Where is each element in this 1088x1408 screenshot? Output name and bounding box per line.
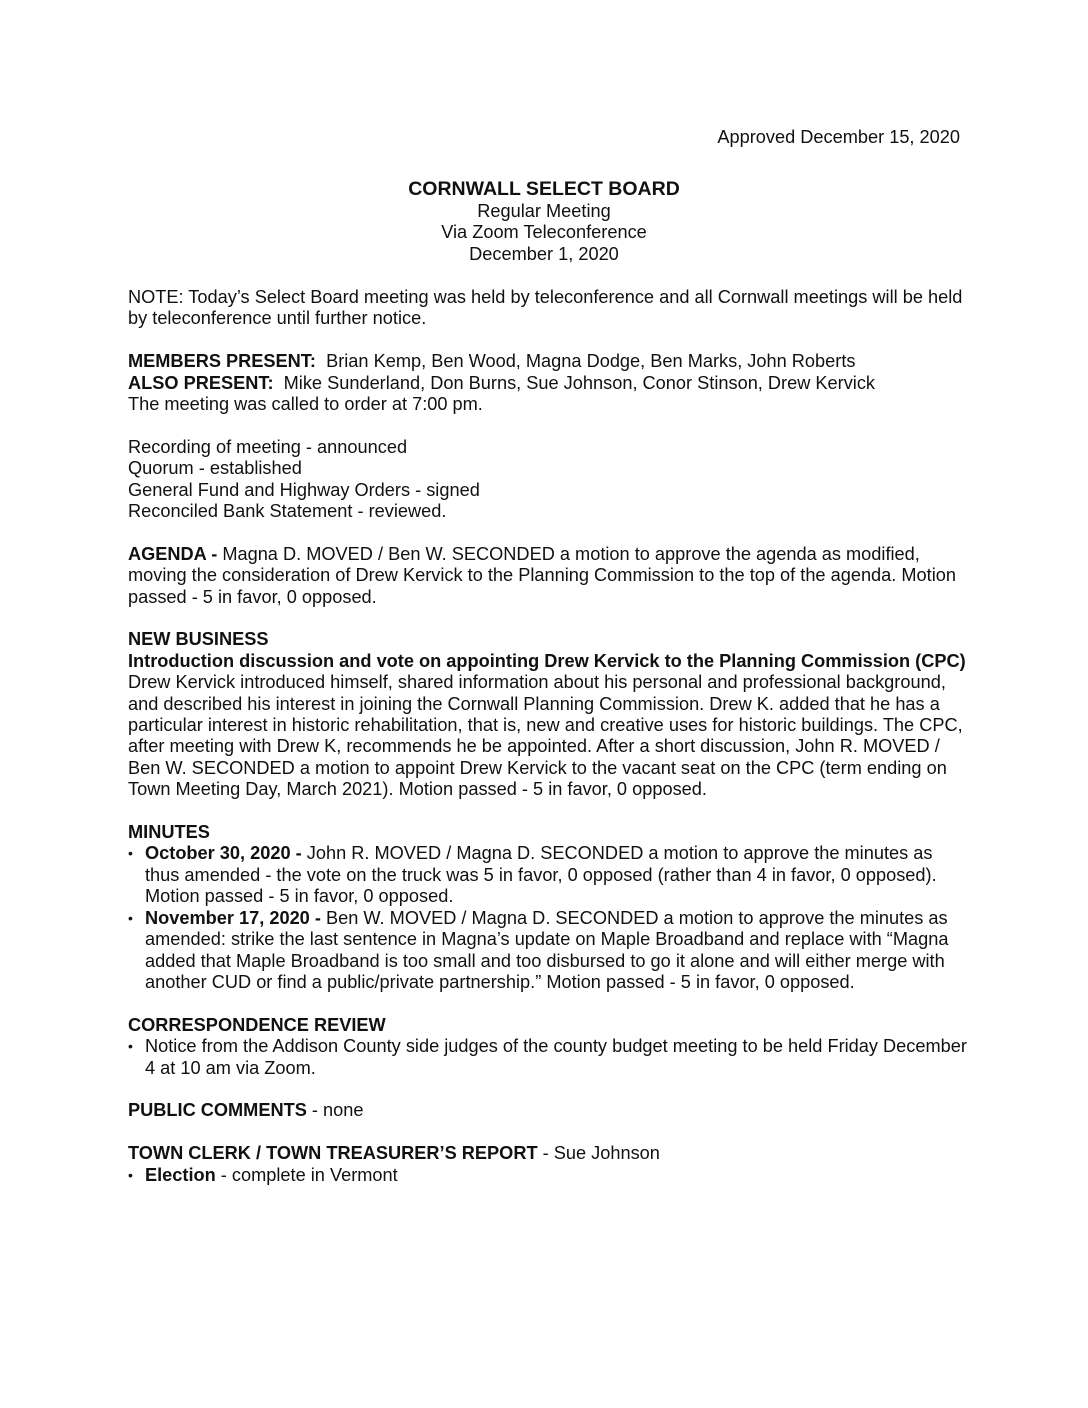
minutes-item-text: John R. MOVED / Magna D. SECONDED a motion to approve the minutes as thus amended - the vote on the truck was 5 in favor, 0 opposed (rather than 4 in favor, 0 opposed). Motion passed - 5 in favor, 0 opposed. — [145, 843, 937, 907]
members-present — [128, 351, 968, 372]
also-present — [128, 373, 968, 394]
minutes-item-label: October 30, 2020 - — [145, 843, 302, 864]
new-business-heading: NEW BUSINESS — [128, 629, 269, 650]
list-item — [128, 1165, 968, 1186]
document-header — [0, 178, 1088, 265]
members-present-names: Brian Kemp, Ben Wood, Magna Dodge, Ben Marks, John Roberts — [326, 351, 856, 372]
new-business-subheading: Introduction discussion and vote on appointing Drew Kervick to the Planning Commission (CPC) — [128, 650, 966, 671]
minutes-list — [128, 843, 968, 993]
minutes-body — [128, 287, 968, 1186]
minutes-section — [128, 822, 968, 993]
minutes-heading: MINUTES — [128, 822, 210, 843]
approval-date: Approved December 15, 2020 — [717, 127, 960, 147]
prelim-item: Quorum - established — [128, 458, 302, 479]
list-item — [128, 908, 968, 994]
preliminary-items — [128, 437, 968, 523]
prelim-item: General Fund and Highway Orders - signed — [128, 479, 480, 500]
public-comments-label: PUBLIC COMMENTS — [128, 1100, 307, 1121]
clerk-report-heading — [128, 1143, 968, 1164]
public-comments-text: - none — [306, 1100, 364, 1121]
clerk-item-label: Election — [145, 1164, 216, 1185]
attendance-block — [128, 351, 968, 415]
document-title: CORNWALL SELECT BOARD — [408, 178, 680, 200]
prelim-item: Reconciled Bank Statement - reviewed. — [128, 501, 447, 522]
correspondence-section — [128, 1015, 968, 1079]
minutes-item-text: Ben W. MOVED / Magna D. SECONDED a motion to approve the minutes as amended: strike the last sentence in Magna’s update on Maple Broadband and replace with “Magna added that Maple Broadband is too small and too disbursed to go it alone and will either merge with another CUD or find a public/private partnership.” Motion passed - 5 in favor, 0 opposed. — [145, 907, 949, 992]
meeting-venue: Via Zoom Teleconference — [441, 222, 647, 243]
correspondence-heading: CORRESPONDENCE REVIEW — [128, 1014, 386, 1035]
clerk-report-section — [128, 1143, 968, 1186]
members-present-label: MEMBERS PRESENT: — [128, 351, 316, 372]
prelim-item: Recording of meeting - announced — [128, 436, 408, 457]
clerk-item-text: - complete in Vermont — [215, 1164, 398, 1185]
new-business-section — [128, 629, 968, 800]
call-to-order: The meeting was called to order at 7:00 pm. — [128, 394, 483, 415]
agenda-text: Magna D. MOVED / Ben W. SECONDED a motion to approve the agenda as modified, moving the consideration of Drew Kervick to the Planning Commission to the top of the agenda. Motion passed - 5 in favor, 0 opposed. — [128, 543, 956, 607]
also-present-label: ALSO PRESENT: — [128, 372, 274, 393]
agenda-label: AGENDA - — [128, 543, 218, 564]
also-present-names: Mike Sunderland, Don Burns, Sue Johnson, Conor Stinson, Drew Kervick — [283, 372, 876, 393]
new-business-text: Drew Kervick introduced himself, shared information about his personal and professional background, and described his interest in joining the Cornwall Planning Commission. Drew K. added that he has a particular interest in historic rehabilitation, that is, new and creative uses for historic buildings. The CPC, after meeting with Drew K, recommends he be appointed. After a short discussion, John R. MOVED / Ben W. SECONDED a motion to appoint Drew Kervick to the vacant seat on the CPC (term ending on Town Meeting Day, March 2021). Motion passed - 5 in favor, 0 opposed. — [128, 672, 963, 800]
note-paragraph: NOTE: Today’s Select Board meeting was held by teleconference and all Cornwall meetings will be held by teleconference until further notice. — [128, 287, 963, 329]
clerk-report-list — [128, 1165, 968, 1186]
public-comments — [128, 1100, 968, 1121]
clerk-report-presenter: - Sue Johnson — [537, 1143, 660, 1164]
list-item — [128, 843, 968, 907]
agenda-paragraph — [128, 544, 968, 608]
meeting-type: Regular Meeting — [477, 201, 611, 221]
list-item: • Notice from the Addison County side judges of the county budget meeting to be held Friday December 4 at 10 am via Zoom. — [128, 1036, 968, 1079]
correspondence-list — [128, 1036, 968, 1079]
meeting-date: December 1, 2020 — [469, 243, 619, 264]
clerk-report-label: TOWN CLERK / TOWN TREASURER’S REPORT — [128, 1143, 538, 1164]
minutes-item-label: November 17, 2020 - — [145, 907, 321, 928]
